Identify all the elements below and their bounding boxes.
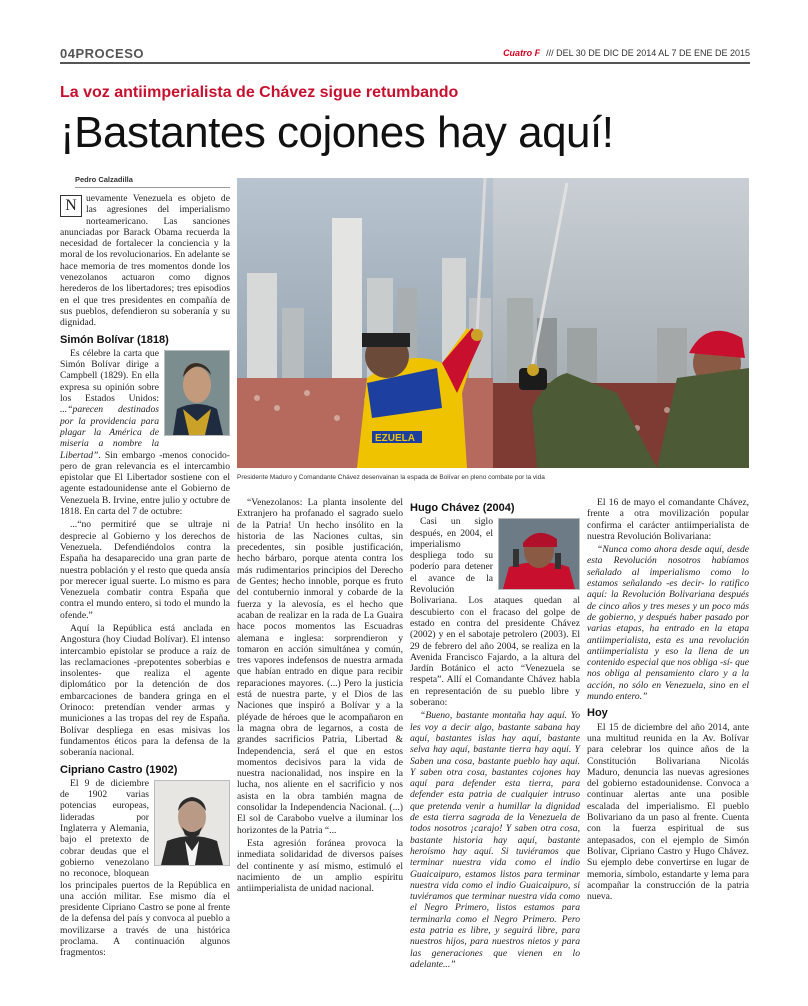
section-heading-hoy: Hoy <box>587 707 608 720</box>
chavez-photo-image <box>499 519 579 589</box>
column-1 <box>60 193 230 993</box>
byline: Pedro Calzadilla <box>75 175 230 188</box>
photo-caption: Presidente Maduro y Comandante Chávez desenvainan la espada de Bolívar en pleno combate por la vida <box>237 474 545 481</box>
kicker: La voz antiimperialista de Chávez sigue retumbando <box>60 84 459 101</box>
dropcap: N <box>60 195 82 217</box>
chavez-paragraph-1: Casi un siglo después, en 2004, el imperialismo despliega todo su poderío para detener el avance de la Revolución Bolivariana. Los ataques quedan al descubierto con el fracaso del golpe de estado en contra del presidente Chávez (2002) y en el sabotaje petrolero (2003). El 29 de febrero del año 2004, se realiza en la Avenida Francisco Fajardo, a la altura del Jardín Botánico el acto “Venezuela se respeta”. Allí el Comandante Chávez habla en representación de su pueblo libre y soberano: <box>410 516 580 709</box>
page-number: 04PROCESO <box>60 46 144 61</box>
chavez-quote-2: “Nunca como ahora desde aquí, desde esta Revolución nosotros habíamos señalado al imperialismo como lo estamos señalando -es decir- lo ratifico aquí: la Revolución Bolivariana después de cinco años y tres meses y un poco más de gobierno, y después haber pasado por varias etapas, ha entrado en la etapa antiimperialista, esta es una revolución antiimperialista y eso la llena de un contenido especial que nos obliga -sí- que nos obliga al pensamiento claro y a la acción, no sólo en Venezuela, sino en el mundo entero.” <box>587 544 749 703</box>
castro-paragraph-1: El 9 de diciembre de 1902 varias potencias europeas, lideradas por Inglaterra y Alemania, bajo el pretexto de cobrar deudas que el gobierno venezolano no reconoce, bloquean los principales puertos de la República en una acción militar. Ese mismo día el presidente Cipriano Castro se pone al frente de la defensa del país y convoca al pueblo a movilizarse a través de una histórica proclama. A continuación algunos fragmentos: <box>60 777 230 959</box>
column-2 <box>237 497 403 997</box>
headline: ¡Bastantes cojones hay aquí! <box>60 108 614 157</box>
bolivar-paragraph-2: Aquí la República está anclada en Angostura (hoy Ciudad Bolívar). El intenso intercambio epistolar se produce a raíz de las reclamaciones -prepotentes soberbias e insolentes- que realiza el agente diplomático por la detención de dos embarcaciones de bandera gringa en el Orinoco: pretendían vender armas y municiones a las tropas del rey de España. Bolívar despliega en esas misivas los fundamentos éticos para la defensa de la soberanía nacional. <box>60 622 230 759</box>
bolivar-portrait-image <box>165 351 229 435</box>
brand-logo: Cuatro F <box>503 48 541 58</box>
main-photo-illustration <box>237 178 749 468</box>
section-heading-castro: Cipriano Castro (1902) <box>60 763 178 776</box>
castro-quote: “Venezolanos: La planta insolente del Extranjero ha profanado el sagrado suelo de la Patria! Un hecho insólito en la historia de las Naciones cultas, sin precedentes, sin posible justificación, hecho bárbaro, porque atenta contra los más rudimentarios principios del Derecho de Gentes; hecho innoble, porque es fruto del contubernio inmoral y cobarde de la fuerza y la alevosía, es el hecho que acaban de realizar en la rada de La Guaira hace pocos momentos las Escuadras alemana e inglesa: sorprendieron y tomaron en acción simultánea y común, tres vapores indefensos de nuestra armada que habían entrado en dique para recibir reparaciones mayores. (...) Pero la justicia está de nuestra parte, y el Dios de las Naciones que inspiró a Bolívar y a la pléyade de héroes que le acompañaron en la magna obra de legarnos, a costa de grandes sacrificios Patria, Libertad & Independencia, será el que en estos momentos decisivos para la vida de nuestra nacionalidad, nos inspire en la lucha, nos aliente en el sacrificio y nos asista en la obra también magna de consolidar la Independencia Nacional. (...) El sol de Carabobo vuelve a iluminar los horizontes de la Patria “... <box>237 497 403 836</box>
column-4 <box>587 497 749 997</box>
section-heading-bolivar: Simón Bolívar (1818) <box>60 333 169 346</box>
castro-paragraph-2: Esta agresión foránea provoca la inmediata solidaridad de diversos países del continente y así mismo, estimuló el nacimiento de un amplio espíritu antiimperialista de unidad nacional. <box>237 837 403 895</box>
column-3 <box>410 497 580 997</box>
bolivar-portrait <box>164 350 230 436</box>
issue-info <box>503 48 750 58</box>
hoy-paragraph: El 15 de diciembre del año 2014, ante una multitud reunida en la Av. Bolívar para celebrar los quince años de la Constitución Bolivariana Nicolás Maduro, denuncia las nuevas agresiones del gobierno estadounidense. Convoca a continuar alertas ante una posible escalada del imperialismo. El pueblo Bolivariano da un paso al frente. Cuenta con la fuerza espiritual de sus antepasados, con el ejemplo de Simón Bolívar, Cipriano Castro y Hugo Chávez. Su ejemplo debe convertirse en lugar de memoria, símbolo, estandarte y lema para acompañar la construcción de la patria nueva. <box>587 721 749 903</box>
page-header <box>60 46 750 64</box>
issue-dates: /// DEL 30 DE DIC DE 2014 AL 7 DE ENE DE 2015 <box>546 48 750 58</box>
castro-portrait <box>154 780 230 866</box>
section-heading-chavez: Hugo Chávez (2004) <box>410 502 515 514</box>
bolivar-quote: ...“no permitiré que se ultraje ni desprecie al Gobierno y los derechos de Venezuela. Defendiéndolos contra la España ha desaparecido una gran parte de nuestra población y el resto que queda ansía por merecer igual suerte. Lo mismo es para Venezuela combatir contra España que contra el mundo entero, si todo el mundo la ofende.” <box>60 519 230 621</box>
intro-paragraph: N uevamente Venezuela es objeto de las agresiones del imperialismo norteamericano. Las sanciones anunciadas por Barack Obama recuerda la necesidad de fortalecer la conciencia y la moral de los revolucionarios. En adelante se hace memoria de tres momentos donde los venezolanos actuaron como dignos herederos de los libertadores; tres episodios en el que tres presidentes en compañía de sus pueblos, defendieron su soberanía y su dignidad. <box>60 193 230 329</box>
castro-portrait-image <box>155 781 229 865</box>
chavez-quote-1: “Bueno, bastante montaña hay aquí. Yo les voy a decir algo, bastante sabana hay aquí, bastantes islas hay aquí, bastante selva hay aquí, bastante tierra hay aquí. Y Saben una cosa, bastante pueblo hay aquí. Y saben otra cosa, bastantes cojones hay aquí para defender esta tierra, para defender esta patria de cualquier intruso que pretenda venir a humillar la dignidad de esta tierra sagrada de la Venezuela de todos nosotros ¡carajo! Y saben otra cosa, bastante historia hay aquí, bastante heroísmo hay aquí. Si tuviéramos que terminar nuestra vida como el indio Guaicaipuro, estamos listos para terminar nuestra vida como el indio Guaicaipuro, si tuviéramos que terminar nuestra vida como el Negro Primero, listos estamos para terminarla como el Negro Primero. Pero esta patria es libre, y seguirá libre, para nuestros hijos, para nuestros nietos y para las generaciones que vienen en lo adelante...” <box>410 710 580 970</box>
jersey-text: EZUELA <box>375 433 415 444</box>
chavez-paragraph-2: El 16 de mayo el comandante Chávez, frente a otra movilización popular confirma el carácter antiimperialista de nuestra Revolución Bolivariana: <box>587 497 749 542</box>
chavez-photo <box>498 518 580 590</box>
main-photo <box>237 178 749 468</box>
bolivar-paragraph-1: Es célebre la carta que Simón Bolívar dirige a Campbell (1829). En ella expresa su opinión sobre los Estados Unidos: ...“parecen destinados por la providencia para plagar la América de miseria a nombre la Libertad”. Sin embargo -menos conocido- pero de gran relevancia es el intercambio epistolar que El Libertador sostiene con el agente estadounidense ante el Gobierno de Venezuela B. Irvine, entre julio y octubre de 1818. En carta del 7 de octubre: <box>60 347 230 518</box>
